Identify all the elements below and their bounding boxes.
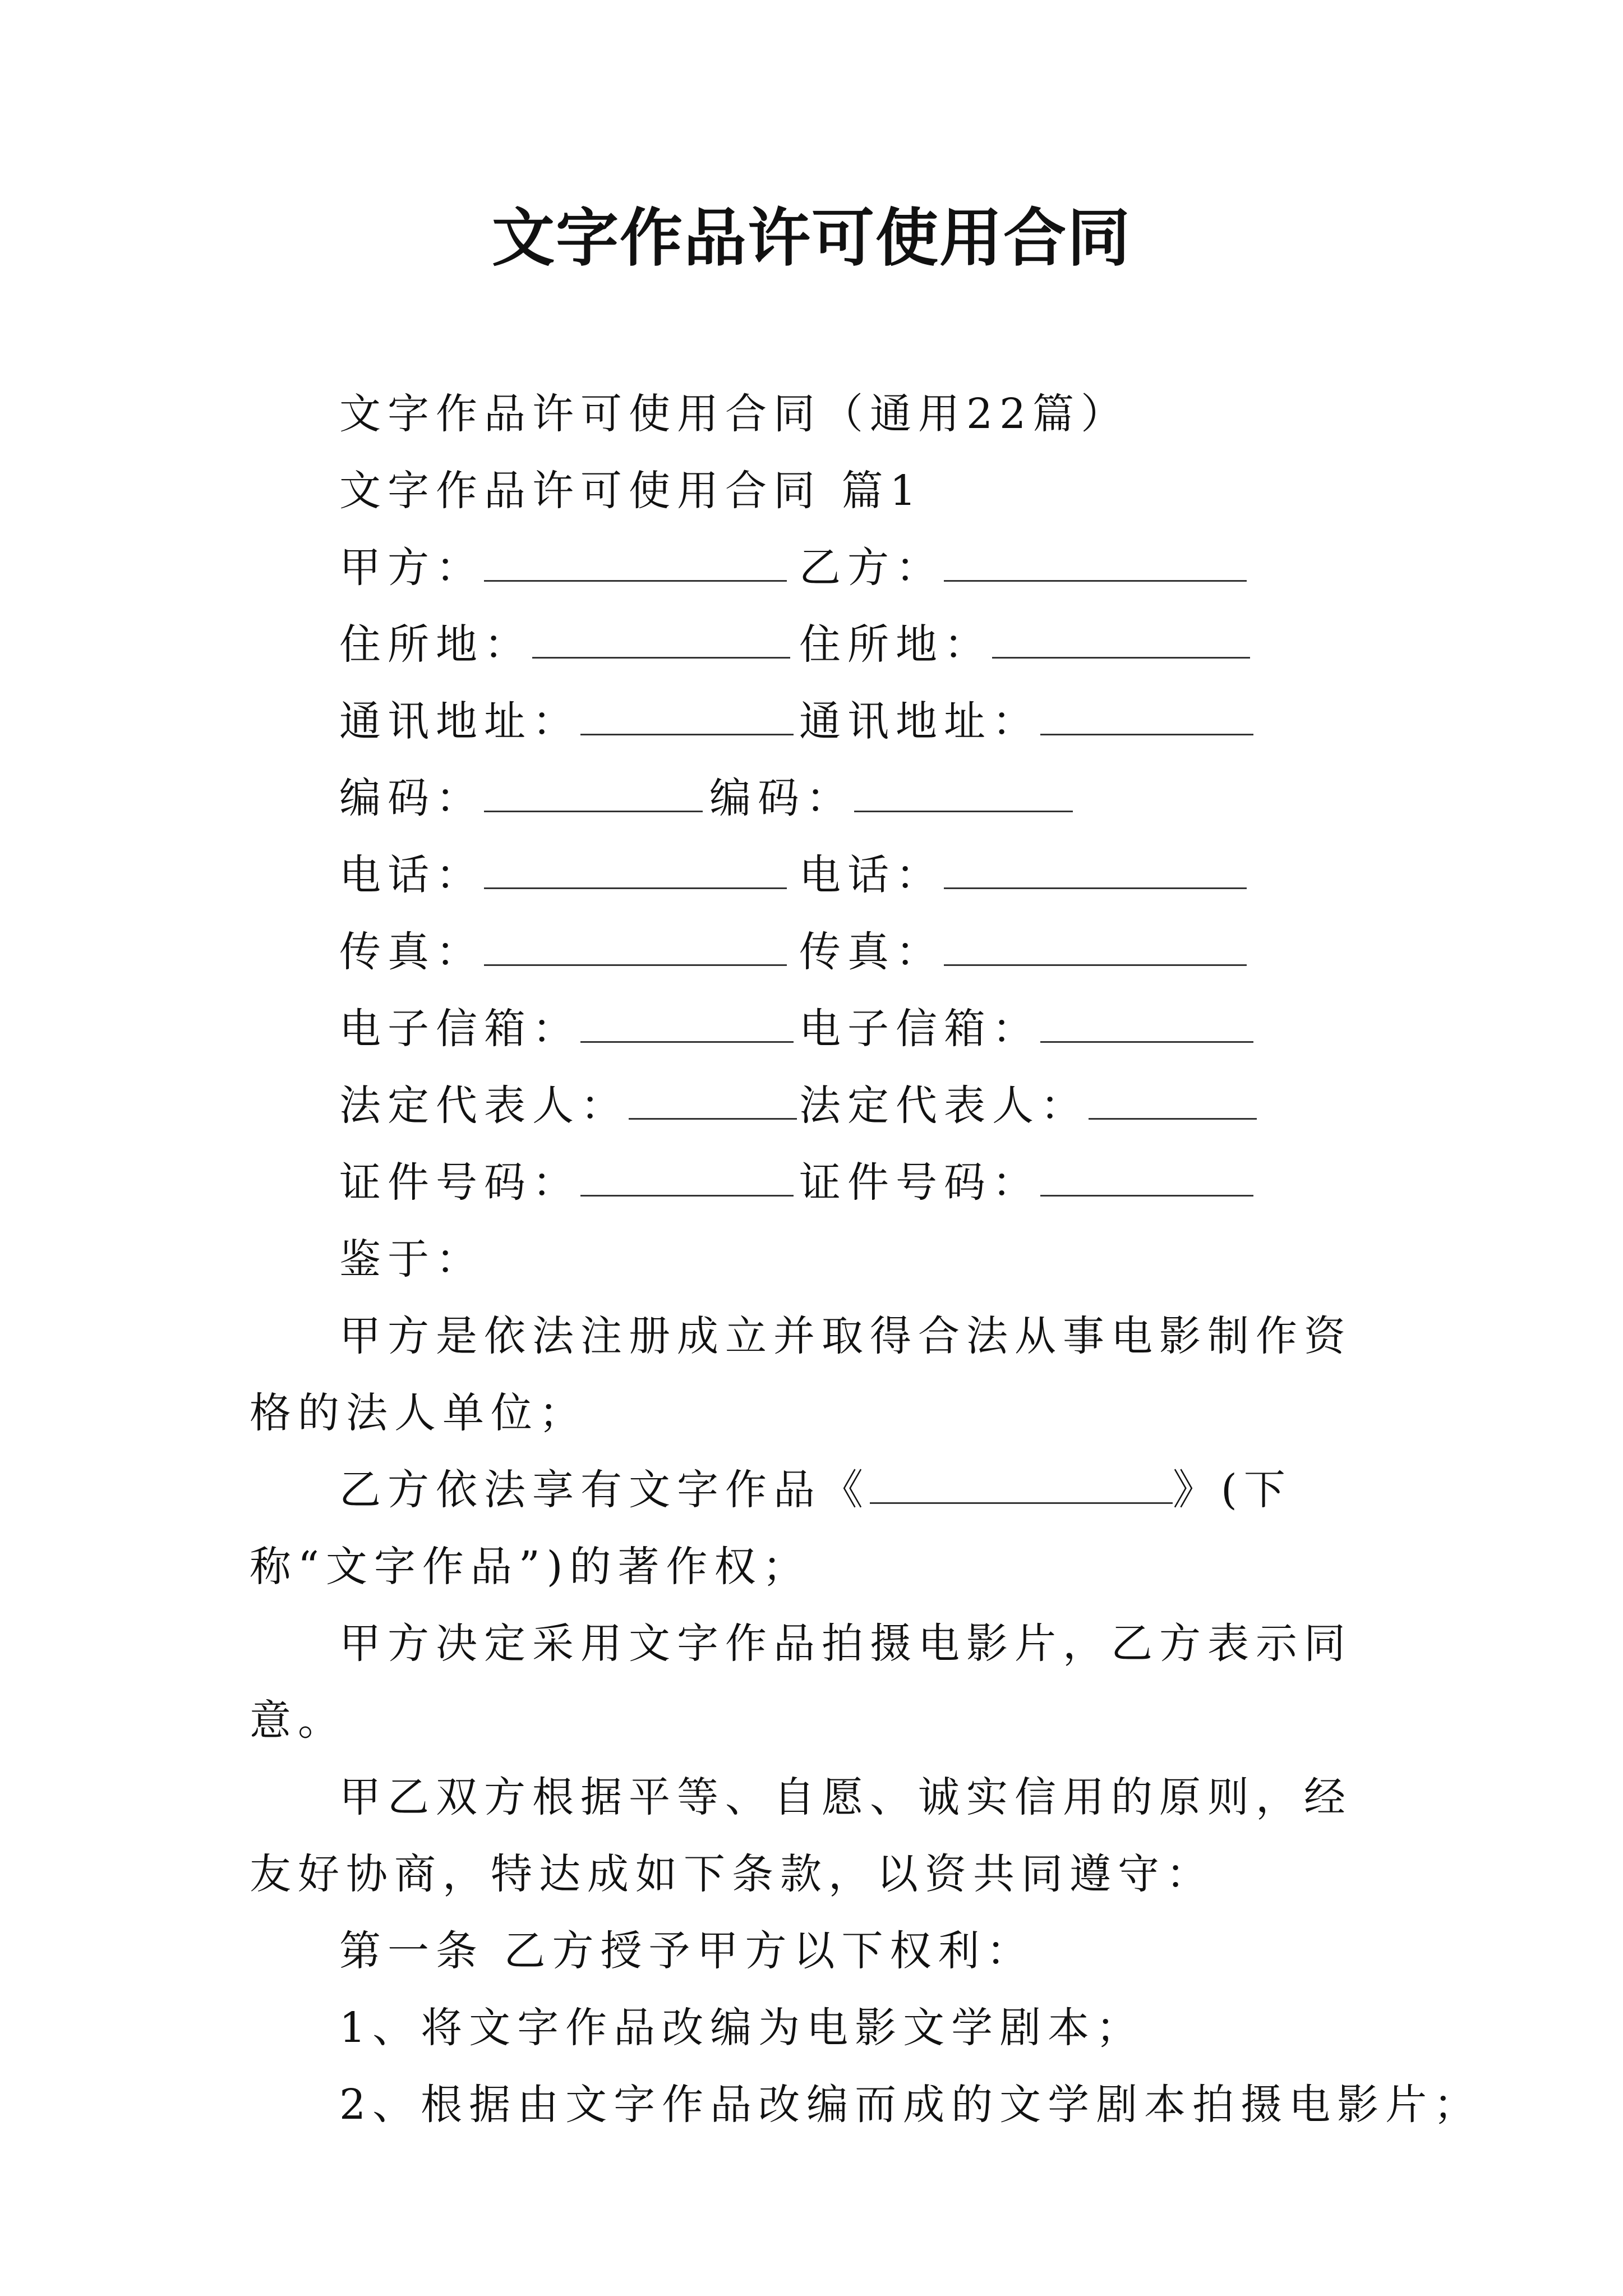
email-a-label: 电子信箱： xyxy=(339,1005,580,1053)
mailing-a-blank xyxy=(580,700,794,735)
document-title: 文字作品许可使用合同 xyxy=(492,202,1131,275)
fax-a-blank xyxy=(484,931,787,966)
postcode-b-field xyxy=(709,760,1073,837)
recital-2-before: 乙方依法享有文字作品《 xyxy=(339,1466,870,1514)
work-title-blank xyxy=(870,1469,1173,1504)
id-b-field xyxy=(799,1144,1253,1221)
party-a-label: 甲方： xyxy=(339,544,484,592)
article-1-heading: 第一条 乙方授予甲方以下权利： xyxy=(339,1927,1035,1975)
party-a-blank xyxy=(484,546,787,582)
mailing-b-blank xyxy=(1040,700,1253,735)
party-b-label: 乙方： xyxy=(799,544,944,592)
paragraph-recital-3: 甲方决定采用文字作品拍摄电影片，乙方表示同意。 xyxy=(250,1619,1352,1745)
mailing-b-field xyxy=(799,683,1253,760)
fax-a-field xyxy=(339,914,787,991)
legal-rep-a-field xyxy=(339,1068,797,1144)
id-b-label: 证件号码： xyxy=(799,1158,1040,1207)
address-a-field xyxy=(339,606,790,683)
party-a-field xyxy=(339,530,787,606)
fax-b-label: 传真： xyxy=(799,928,944,976)
id-a-label: 证件号码： xyxy=(339,1158,580,1207)
section-heading: 文字作品许可使用合同 篇1 xyxy=(339,467,923,515)
field-row-postcode xyxy=(250,760,1394,837)
email-b-label: 电子信箱： xyxy=(799,1005,1040,1053)
address-a-label: 住所地： xyxy=(339,620,532,669)
whereas-heading: 鉴于： xyxy=(339,1235,484,1283)
party-b-blank xyxy=(944,546,1247,582)
fax-b-field xyxy=(799,914,1247,991)
address-a-blank xyxy=(532,623,790,659)
postcode-b-blank xyxy=(854,777,1073,812)
fax-b-blank xyxy=(944,931,1247,966)
legal-rep-a-label: 法定代表人： xyxy=(339,1082,629,1130)
postcode-a-field xyxy=(339,760,703,837)
fax-a-label: 传真： xyxy=(339,928,484,976)
field-row-phone xyxy=(250,837,1394,914)
postcode-a-blank xyxy=(484,777,703,812)
email-a-blank xyxy=(580,1007,794,1043)
party-b-field xyxy=(799,530,1247,606)
legal-rep-b-field xyxy=(799,1068,1257,1144)
phone-a-label: 电话： xyxy=(339,851,484,899)
address-b-blank xyxy=(992,623,1250,659)
legal-rep-b-blank xyxy=(1089,1084,1257,1120)
phone-b-label: 电话： xyxy=(799,851,944,899)
paragraph-recital-2 xyxy=(250,1452,1394,1605)
field-row-party xyxy=(250,530,1394,606)
id-a-blank xyxy=(580,1161,794,1197)
paragraph-recital-1: 甲方是依法注册成立并取得合法从事电影制作资格的法人单位； xyxy=(250,1312,1352,1437)
id-a-field xyxy=(339,1144,794,1221)
postcode-a-label: 编码： xyxy=(339,774,484,822)
phone-b-field xyxy=(799,837,1247,914)
field-row-legal-rep xyxy=(250,1068,1394,1144)
email-a-field xyxy=(339,991,794,1068)
address-b-field xyxy=(799,606,1250,683)
mailing-b-label: 通讯地址： xyxy=(799,697,1040,746)
field-row-id-number xyxy=(250,1144,1394,1221)
mailing-a-field xyxy=(339,683,794,760)
field-row-mailing-address xyxy=(250,683,1394,760)
paragraph-recital-4: 甲乙双方根据平等、自愿、诚实信用的原则，经友好协商，特达成如下条款，以资共同遵守： xyxy=(250,1773,1352,1898)
legal-rep-a-blank xyxy=(629,1084,797,1120)
field-row-fax xyxy=(250,914,1394,991)
email-b-blank xyxy=(1040,1007,1253,1043)
article-1-item-2: 2、根据由文字作品改编而成的文学剧本拍摄电影片； xyxy=(339,2081,1482,2129)
legal-rep-b-label: 法定代表人： xyxy=(799,1082,1089,1130)
phone-a-blank xyxy=(484,854,787,889)
document-body xyxy=(250,376,1482,2143)
phone-a-field xyxy=(339,837,787,914)
address-b-label: 住所地： xyxy=(799,620,992,669)
recital-2-after: 》(下称“文字作品”)的著作权； xyxy=(250,1466,1292,1591)
subtitle: 文字作品许可使用合同（通用22篇） xyxy=(339,390,1129,438)
field-row-email xyxy=(250,991,1394,1068)
email-b-field xyxy=(799,991,1253,1068)
mailing-a-label: 通讯地址： xyxy=(339,697,580,746)
field-row-address xyxy=(250,606,1394,683)
id-b-blank xyxy=(1040,1161,1253,1197)
article-1-item-1: 1、将文字作品改编为电影文学剧本； xyxy=(339,2004,1145,2052)
postcode-b-label: 编码： xyxy=(709,774,854,822)
phone-b-blank xyxy=(944,854,1247,889)
